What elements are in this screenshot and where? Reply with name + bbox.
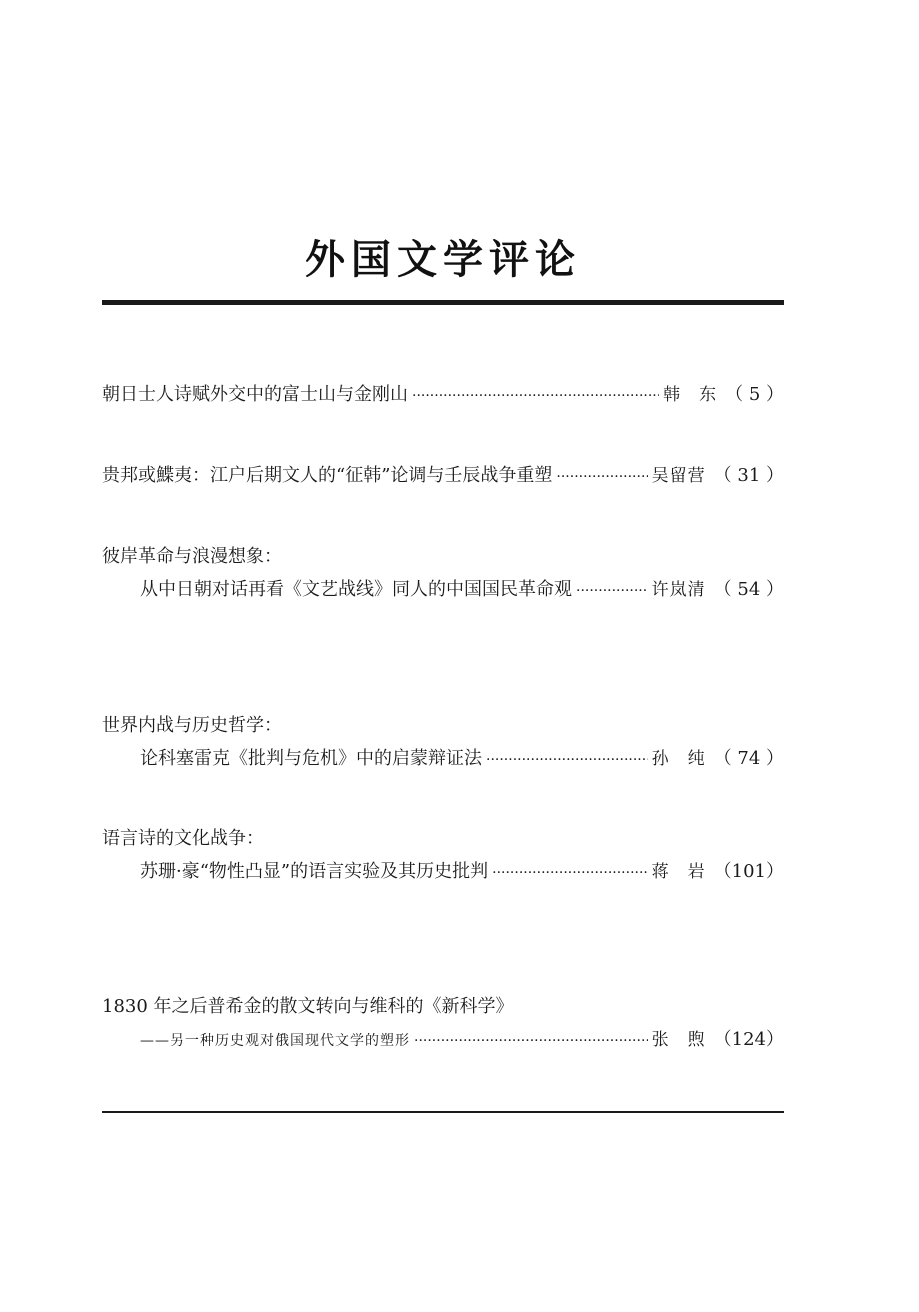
toc-entry[interactable] — [140, 1025, 784, 1055]
toc-entry-subtitle: ——另一种历史观对俄国现代文学的塑形 — [140, 1033, 410, 1049]
toc-entry-heading: 彼岸革命与浪漫想象： — [102, 546, 282, 567]
dot-leader — [556, 461, 647, 492]
dot-leader — [576, 575, 648, 606]
toc-entry-author: 韩 东 — [663, 385, 718, 405]
toc-entry[interactable] — [102, 461, 784, 491]
top-divider — [102, 300, 784, 305]
toc-entry-title: 从中日朝对话再看《文艺战线》同人的中国国民革命观 — [140, 579, 572, 600]
toc-entry-author: 蒋 岩 — [651, 862, 706, 882]
toc-entry-page: （101） — [713, 861, 784, 882]
toc-entry-title: 贵邦或鰈夷：江户后期文人的“征韩”论调与壬辰战争重塑 — [102, 465, 553, 486]
toc-entry-title: 朝日士人诗赋外交中的富士山与金刚山 — [102, 384, 408, 405]
dot-leader — [486, 744, 648, 775]
toc-entry-heading: 世界内战与历史哲学： — [102, 715, 282, 736]
toc-entry-page: （124） — [713, 1029, 784, 1050]
toc-entry-author: 许岚清 — [651, 580, 706, 600]
toc-entry-title: 苏珊·豪“物性凸显”的语言实验及其历史批判 — [140, 861, 489, 882]
toc-entry-page: （ 5 ） — [725, 384, 784, 405]
toc-entry-title: 论科塞雷克《批判与危机》中的启蒙辩证法 — [140, 748, 482, 769]
toc-entry-heading: 语言诗的文化战争： — [102, 828, 264, 849]
toc-entry-author: 张 煦 — [651, 1030, 706, 1050]
toc-entry-page: （ 54 ） — [713, 579, 784, 600]
toc-entry-page: （ 74 ） — [713, 748, 784, 769]
toc-entry[interactable] — [140, 744, 784, 774]
bottom-divider — [102, 1111, 784, 1113]
toc-entry[interactable] — [140, 575, 784, 605]
dot-leader — [412, 380, 659, 411]
toc-entry[interactable] — [140, 857, 784, 887]
toc-entry-heading: 1830 年之后普希金的散文转向与维科的《新科学》 — [102, 996, 514, 1017]
toc-entry-author: 孙 纯 — [651, 749, 706, 769]
toc-entry-page: （ 31 ） — [713, 465, 784, 486]
toc-entry[interactable] — [102, 380, 784, 410]
toc-entry-author: 吴留营 — [651, 466, 706, 486]
dot-leader — [492, 857, 648, 888]
journal-title: 外国文学评论 — [305, 237, 581, 283]
dot-leader — [414, 1025, 648, 1056]
